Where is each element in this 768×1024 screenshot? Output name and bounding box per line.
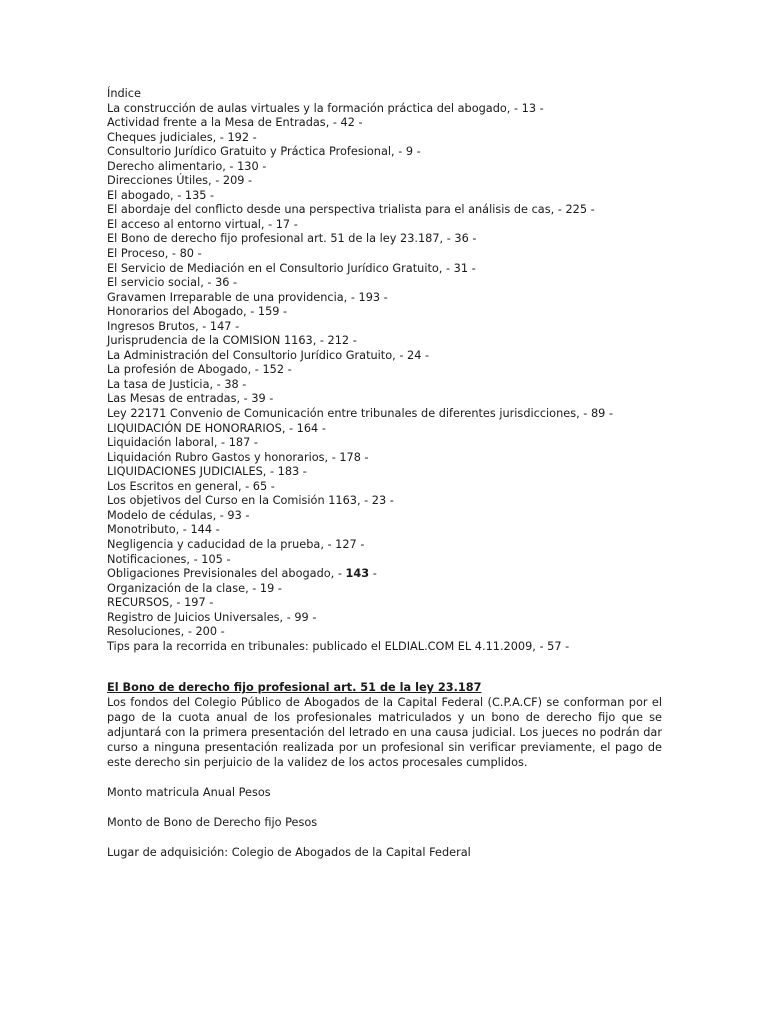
index-entry-text: Gravamen Irreparable de una providencia, - 193 - xyxy=(107,290,388,304)
index-entry-text: Monotributo, - 144 - xyxy=(107,523,220,537)
index-entry-text: Honorarios del Abogado, - 159 - xyxy=(107,305,288,319)
index-entry xyxy=(107,567,662,582)
index-entry-suffix: - xyxy=(369,567,377,581)
index-entry xyxy=(107,465,662,480)
index-entry-text: El acceso al entorno virtual, - 17 - xyxy=(107,217,298,231)
index-entry-text: La Administración del Consultorio Jurídico Gratuito, - 24 - xyxy=(107,348,430,362)
monto-matricula-line: Monto matricula Anual Pesos xyxy=(107,786,271,800)
index-entry xyxy=(107,363,662,378)
index-entry xyxy=(107,494,662,509)
index-entry xyxy=(107,160,662,175)
index-entry xyxy=(107,131,662,146)
index-entry xyxy=(107,203,662,218)
index-entry xyxy=(107,611,662,626)
index-entry xyxy=(107,349,662,364)
index-entry-text: La profesión de Abogado, - 152 - xyxy=(107,363,292,377)
index-section xyxy=(107,87,662,654)
index-entry xyxy=(107,480,662,495)
section-heading: El Bono de derecho fijo profesional art. 51 de la ley 23.187 xyxy=(107,681,482,695)
index-entry xyxy=(107,305,662,320)
index-entry-text: Direcciones Útiles, - 209 - xyxy=(107,174,253,188)
lugar-adquisicion-line: Lugar de adquisición: Colegio de Abogados de la Capital Federal xyxy=(107,846,471,860)
index-entry xyxy=(107,334,662,349)
index-entry-text: Negligencia y caducidad de la prueba, - 127 - xyxy=(107,537,365,551)
index-entry xyxy=(107,451,662,466)
index-entry-text: El servicio social, - 36 - xyxy=(107,276,238,290)
index-entry-text: El Bono de derecho fijo profesional art. 51 de la ley 23.187, - 36 - xyxy=(107,232,477,246)
index-entry xyxy=(107,523,662,538)
index-entry xyxy=(107,436,662,451)
index-entry-text: Consultorio Jurídico Gratuito y Práctica Profesional, - 9 - xyxy=(107,145,421,159)
index-entry-text: RECURSOS, - 197 - xyxy=(107,596,214,610)
bono-section xyxy=(107,680,662,860)
index-entry-text: Actividad frente a la Mesa de Entradas, - 42 - xyxy=(107,116,363,130)
index-entry-text: El Proceso, - 80 - xyxy=(107,247,202,261)
index-entry-text: Derecho alimentario, - 130 - xyxy=(107,159,267,173)
index-entry xyxy=(107,145,662,160)
index-entry-text: Modelo de cédulas, - 93 - xyxy=(107,508,250,522)
index-entry xyxy=(107,392,662,407)
index-entry xyxy=(107,276,662,291)
index-entry xyxy=(107,174,662,189)
index-entry xyxy=(107,640,662,655)
index-entry-text: Cheques judiciales, - 192 - xyxy=(107,130,257,144)
index-entry-text: LIQUIDACIÓN DE HONORARIOS, - 164 - xyxy=(107,421,326,435)
index-entry-text: La construcción de aulas virtuales y la formación práctica del abogado, - 13 - xyxy=(107,101,544,115)
index-entry-text: El Servicio de Mediación en el Consultorio Jurídico Gratuito, - 31 - xyxy=(107,261,476,275)
index-entry-text: Jurisprudencia de la COMISION 1163, - 212 - xyxy=(107,334,357,348)
index-entry-text: Ley 22171 Convenio de Comunicación entre tribunales de diferentes jurisdicciones, - 89 - xyxy=(107,407,613,421)
index-entry xyxy=(107,247,662,262)
index-entry xyxy=(107,422,662,437)
index-entry-text: Obligaciones Previsionales del abogado, - xyxy=(107,567,346,581)
monto-bono-line: Monto de Bono de Derecho fijo Pesos xyxy=(107,816,318,830)
index-entry-text: Los Escritos en general, - 65 - xyxy=(107,479,275,493)
index-entry-text: Liquidación Rubro Gastos y honorarios, - 178 - xyxy=(107,450,369,464)
index-entry-text: Las Mesas de entradas, - 39 - xyxy=(107,392,274,406)
index-entry xyxy=(107,320,662,335)
index-entry-text: LIQUIDACIONES JUDICIALES, - 183 - xyxy=(107,465,307,479)
index-entry xyxy=(107,291,662,306)
index-entry xyxy=(107,189,662,204)
index-entry-page-bold: 143 xyxy=(345,567,370,581)
index-entry xyxy=(107,509,662,524)
index-entry xyxy=(107,407,662,422)
index-entry xyxy=(107,582,662,597)
index-entry xyxy=(107,553,662,568)
index-entry xyxy=(107,538,662,553)
index-entry xyxy=(107,232,662,247)
index-entry-text: Ingresos Brutos, - 147 - xyxy=(107,319,240,333)
index-entry-text: Los objetivos del Curso en la Comisión 1163, - 23 - xyxy=(107,494,394,508)
index-entry-text: Registro de Juicios Universales, - 99 - xyxy=(107,610,317,624)
index-entry-text: La tasa de Justicia, - 38 - xyxy=(107,377,247,391)
index-entry xyxy=(107,102,662,117)
index-entry xyxy=(107,596,662,611)
index-entry-text: Organización de la clase, - 19 - xyxy=(107,581,282,595)
index-title: Índice xyxy=(107,87,141,100)
index-entry xyxy=(107,262,662,277)
index-entry-text: El abordaje del conflicto desde una perspectiva trialista para el análisis de cas, - 225 - xyxy=(107,203,595,217)
index-entry-text: Liquidación laboral, - 187 - xyxy=(107,436,258,450)
index-entry xyxy=(107,218,662,233)
index-list xyxy=(107,102,662,655)
index-entry xyxy=(107,116,662,131)
index-entry-text: Resoluciones, - 200 - xyxy=(107,625,225,639)
section-body-paragraph: Los fondos del Colegio Público de Abogados de la Capital Federal (C.P.A.CF) se conforman por el pago de la cuota anual de los profesionales matriculados y un bono de derecho fijo que se adjuntará con la primera presentación del letrado en una causa judicial. Los jueces no podrán dar curso a ninguna presentación realizada por un profesional sin verificar previamente, el pago de este derecho sin perjuicio de la validez de los actos procesales cumplidos. xyxy=(107,696,662,770)
document-page xyxy=(107,87,662,860)
index-entry xyxy=(107,378,662,393)
index-entry-text: El abogado, - 135 - xyxy=(107,188,215,202)
index-entry xyxy=(107,625,662,640)
index-entry-text: Notificaciones, - 105 - xyxy=(107,552,231,566)
index-entry-text: Tips para la recorrida en tribunales: publicado el ELDIAL.COM EL 4.11.2009, - 57 - xyxy=(107,639,570,653)
